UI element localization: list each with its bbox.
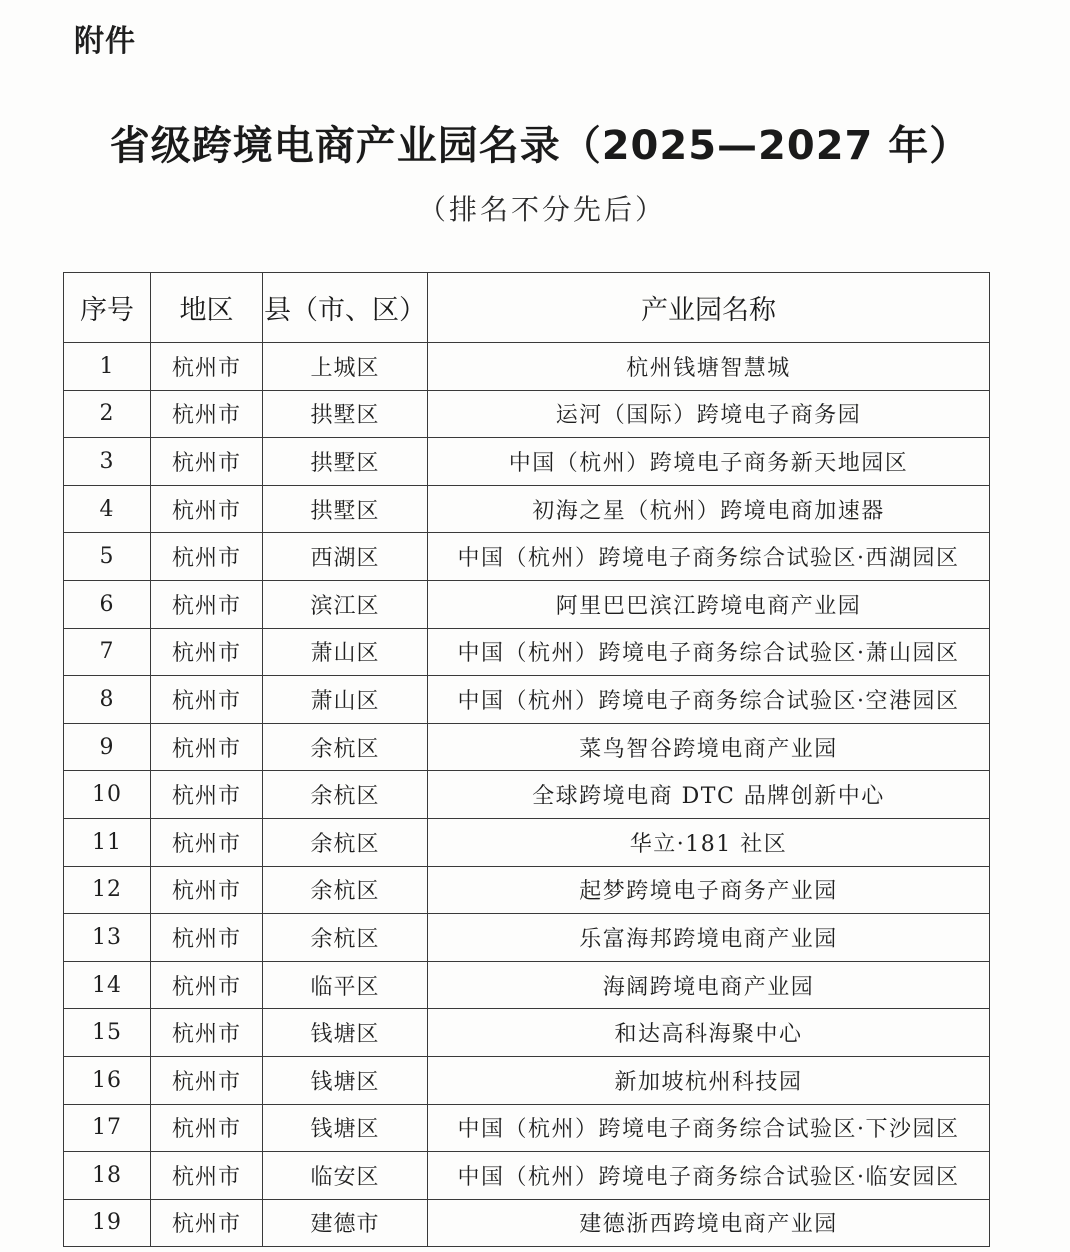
cell-county: 钱塘区 xyxy=(263,1056,428,1104)
cell-index: 10 xyxy=(64,771,151,819)
table-row xyxy=(64,1152,990,1200)
cell-index: 1 xyxy=(64,343,151,391)
cell-region: 杭州市 xyxy=(151,1009,263,1057)
cell-index: 8 xyxy=(64,676,151,724)
cell-county: 萧山区 xyxy=(263,628,428,676)
cell-region: 杭州市 xyxy=(151,914,263,962)
table-row xyxy=(64,485,990,533)
cell-park-name: 中国（杭州）跨境电子商务综合试验区·萧山园区 xyxy=(428,628,990,676)
cell-county: 上城区 xyxy=(263,343,428,391)
cell-park-name: 运河（国际）跨境电子商务园 xyxy=(428,390,990,438)
table-row xyxy=(64,533,990,581)
cell-county: 拱墅区 xyxy=(263,438,428,486)
cell-region: 杭州市 xyxy=(151,343,263,391)
cell-region: 杭州市 xyxy=(151,438,263,486)
cell-region: 杭州市 xyxy=(151,961,263,1009)
table-row xyxy=(64,914,990,962)
cell-region: 杭州市 xyxy=(151,1104,263,1152)
header-region: 地区 xyxy=(151,273,263,343)
table-row xyxy=(64,343,990,391)
cell-park-name: 中国（杭州）跨境电子商务综合试验区·下沙园区 xyxy=(428,1104,990,1152)
cell-county: 余杭区 xyxy=(263,914,428,962)
cell-region: 杭州市 xyxy=(151,580,263,628)
cell-index: 15 xyxy=(64,1009,151,1057)
table-header-row xyxy=(64,273,990,343)
cell-park-name: 中国（杭州）跨境电子商务综合试验区·临安园区 xyxy=(428,1152,990,1200)
cell-region: 杭州市 xyxy=(151,676,263,724)
cell-park-name: 乐富海邦跨境电商产业园 xyxy=(428,914,990,962)
cell-index: 4 xyxy=(64,485,151,533)
cell-park-name: 中国（杭州）跨境电子商务新天地园区 xyxy=(428,438,990,486)
table-row xyxy=(64,723,990,771)
document-title: 省级跨境电商产业园名录（2025—2027 年） xyxy=(109,123,971,169)
cell-index: 6 xyxy=(64,580,151,628)
cell-park-name: 中国（杭州）跨境电子商务综合试验区·空港园区 xyxy=(428,676,990,724)
cell-index: 17 xyxy=(64,1104,151,1152)
cell-county: 钱塘区 xyxy=(263,1009,428,1057)
cell-index: 11 xyxy=(64,818,151,866)
table-row xyxy=(64,771,990,819)
cell-region: 杭州市 xyxy=(151,771,263,819)
cell-county: 萧山区 xyxy=(263,676,428,724)
cell-county: 余杭区 xyxy=(263,866,428,914)
cell-park-name: 华立·181 社区 xyxy=(428,818,990,866)
cell-county: 余杭区 xyxy=(263,818,428,866)
cell-index: 18 xyxy=(64,1152,151,1200)
cell-index: 19 xyxy=(64,1199,151,1247)
header-index: 序号 xyxy=(64,273,151,343)
cell-county: 建德市 xyxy=(263,1199,428,1247)
table-row xyxy=(64,628,990,676)
park-list-table xyxy=(63,272,990,1247)
cell-county: 余杭区 xyxy=(263,771,428,819)
cell-park-name: 中国（杭州）跨境电子商务综合试验区·西湖园区 xyxy=(428,533,990,581)
cell-county: 临安区 xyxy=(263,1152,428,1200)
cell-park-name: 菜鸟智谷跨境电商产业园 xyxy=(428,723,990,771)
cell-park-name: 阿里巴巴滨江跨境电商产业园 xyxy=(428,580,990,628)
cell-park-name: 初海之星（杭州）跨境电商加速器 xyxy=(428,485,990,533)
table-body xyxy=(64,343,990,1247)
cell-index: 13 xyxy=(64,914,151,962)
table-row xyxy=(64,438,990,486)
cell-region: 杭州市 xyxy=(151,1199,263,1247)
table-row xyxy=(64,866,990,914)
header-park-name: 产业园名称 xyxy=(428,273,990,343)
cell-index: 9 xyxy=(64,723,151,771)
cell-index: 7 xyxy=(64,628,151,676)
cell-county: 钱塘区 xyxy=(263,1104,428,1152)
table-row xyxy=(64,580,990,628)
cell-county: 西湖区 xyxy=(263,533,428,581)
cell-index: 12 xyxy=(64,866,151,914)
cell-region: 杭州市 xyxy=(151,485,263,533)
cell-index: 3 xyxy=(64,438,151,486)
table-row xyxy=(64,818,990,866)
cell-park-name: 起梦跨境电子商务产业园 xyxy=(428,866,990,914)
table-row xyxy=(64,1104,990,1152)
table-row xyxy=(64,390,990,438)
header-county: 县（市、区） xyxy=(263,273,428,343)
cell-park-name: 杭州钱塘智慧城 xyxy=(428,343,990,391)
cell-index: 14 xyxy=(64,961,151,1009)
cell-county: 滨江区 xyxy=(263,580,428,628)
cell-index: 5 xyxy=(64,533,151,581)
cell-park-name: 新加坡杭州科技园 xyxy=(428,1056,990,1104)
cell-region: 杭州市 xyxy=(151,866,263,914)
attachment-label: 附件 xyxy=(74,24,136,59)
cell-park-name: 海阔跨境电商产业园 xyxy=(428,961,990,1009)
cell-county: 拱墅区 xyxy=(263,485,428,533)
table-row xyxy=(64,676,990,724)
cell-region: 杭州市 xyxy=(151,390,263,438)
cell-index: 2 xyxy=(64,390,151,438)
cell-region: 杭州市 xyxy=(151,628,263,676)
table-row xyxy=(64,961,990,1009)
cell-county: 临平区 xyxy=(263,961,428,1009)
table-row xyxy=(64,1009,990,1057)
cell-region: 杭州市 xyxy=(151,723,263,771)
cell-park-name: 全球跨境电商 DTC 品牌创新中心 xyxy=(428,771,990,819)
cell-region: 杭州市 xyxy=(151,1152,263,1200)
cell-index: 16 xyxy=(64,1056,151,1104)
cell-park-name: 建德浙西跨境电商产业园 xyxy=(428,1199,990,1247)
cell-region: 杭州市 xyxy=(151,533,263,581)
cell-region: 杭州市 xyxy=(151,818,263,866)
table-row xyxy=(64,1199,990,1247)
document-subtitle: （排名不分先后） xyxy=(417,193,666,226)
cell-county: 余杭区 xyxy=(263,723,428,771)
cell-county: 拱墅区 xyxy=(263,390,428,438)
table-row xyxy=(64,1056,990,1104)
cell-park-name: 和达高科海聚中心 xyxy=(428,1009,990,1057)
cell-region: 杭州市 xyxy=(151,1056,263,1104)
